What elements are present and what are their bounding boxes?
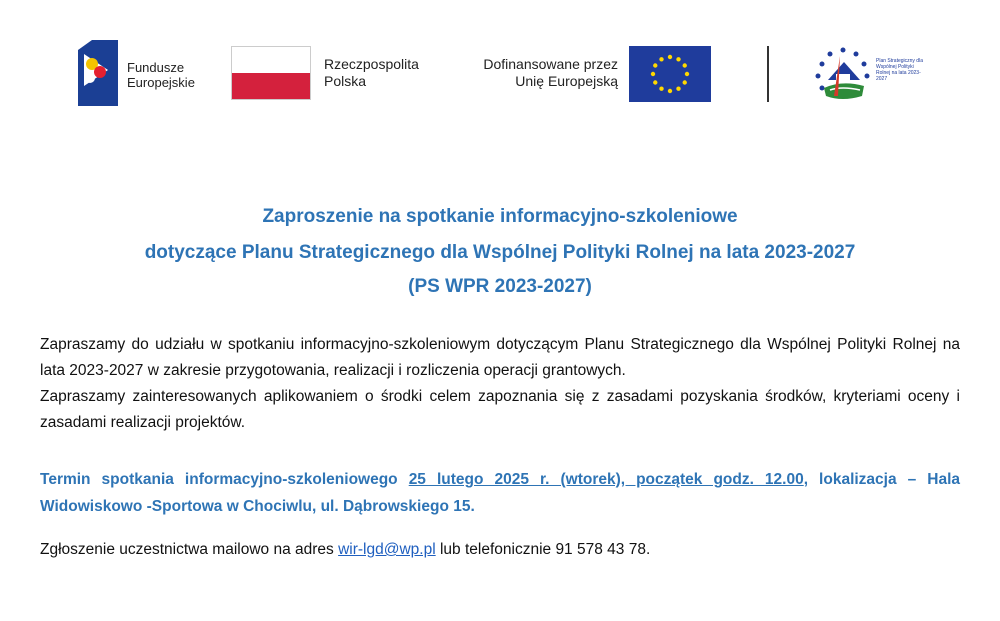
eu-star-icon <box>659 57 663 61</box>
term-label: Termin spotkania informacyjno-szkoleniowego <box>40 471 409 488</box>
title-line-2: dotyczące Planu Strategicznego dla Wspólnej Polityki Rolnej na lata 2023-2027 <box>144 242 856 263</box>
eu-star-icon <box>676 87 680 91</box>
polish-flag-icon <box>231 46 311 100</box>
eu-flag-icon <box>629 46 711 102</box>
eu-star-icon <box>668 55 672 59</box>
eu-line1: Dofinansowane przez <box>483 56 618 72</box>
fundusze-europejskie-label <box>127 60 195 90</box>
contact-line <box>40 537 960 563</box>
invite-paragraph: Zapraszamy zainteresowanych aplikowaniem o środki celem zapoznania się z zasadami pozyskania środków, kryteriami oceny i zasadami realizacji projektów. <box>40 388 960 431</box>
eu-line2: Unię Europejską <box>515 73 618 89</box>
intro-paragraph: Zapraszamy do udziału w spotkaniu informacyjno-szkoleniowym dotyczącym Planu Strategicznego dla Wspólnej Polityki Rolnej na lata 2023-2027 w zakresie przygotowania, realizacji i rozliczenia operacji grantowych. <box>40 336 960 379</box>
europejskie-line: Europejskie <box>127 75 195 90</box>
fundusze-line: Fundusze <box>127 60 185 75</box>
logo-divider <box>767 46 769 102</box>
eu-star-icon <box>659 87 663 91</box>
eu-star-icon <box>668 89 672 93</box>
logo-bar <box>0 38 1000 110</box>
eu-star-icon <box>653 63 657 67</box>
eu-star-icon <box>685 72 689 76</box>
title-line-3: (PS WPR 2023-2027) <box>408 276 592 297</box>
fundusze-europejskie-logo-icon <box>78 40 118 106</box>
rp-line2: Polska <box>324 73 367 89</box>
rp-line1: Rzeczpospolita <box>324 56 419 72</box>
rzeczpospolita-polska-label <box>324 56 419 90</box>
eu-cofinanced-label <box>450 56 618 90</box>
eu-star-icon <box>683 80 687 84</box>
eu-star-icon <box>683 63 687 67</box>
eu-star-icon <box>676 57 680 61</box>
contact-phone: lub telefonicznie 91 578 43 78. <box>435 541 651 558</box>
meeting-location: , lokalizacja – Hala Widowiskowo -Sportowa w Chociwlu, ul. Dąbrowskiego 15. <box>40 471 960 515</box>
contact-prefix: Zgłoszenie uczestnictwa mailowo na adres <box>40 541 339 558</box>
title-line-1: Zaproszenie na spotkanie informacyjno-szkoleniowe <box>262 206 738 227</box>
meeting-details <box>40 466 960 520</box>
email-link[interactable]: wir-lgd@wp.pl <box>338 541 436 558</box>
eu-star-icon <box>653 80 657 84</box>
ps-wpr-logo-text: Plan Strategiczny dla Wspólnej Polityki Rolnej na lata 2023-2027 <box>876 58 923 82</box>
eu-star-icon <box>651 72 655 76</box>
ps-wpr-logo-icon <box>812 44 874 104</box>
meeting-date: 25 lutego 2025 r. (wtorek), początek godz. 12.00 <box>408 471 804 488</box>
